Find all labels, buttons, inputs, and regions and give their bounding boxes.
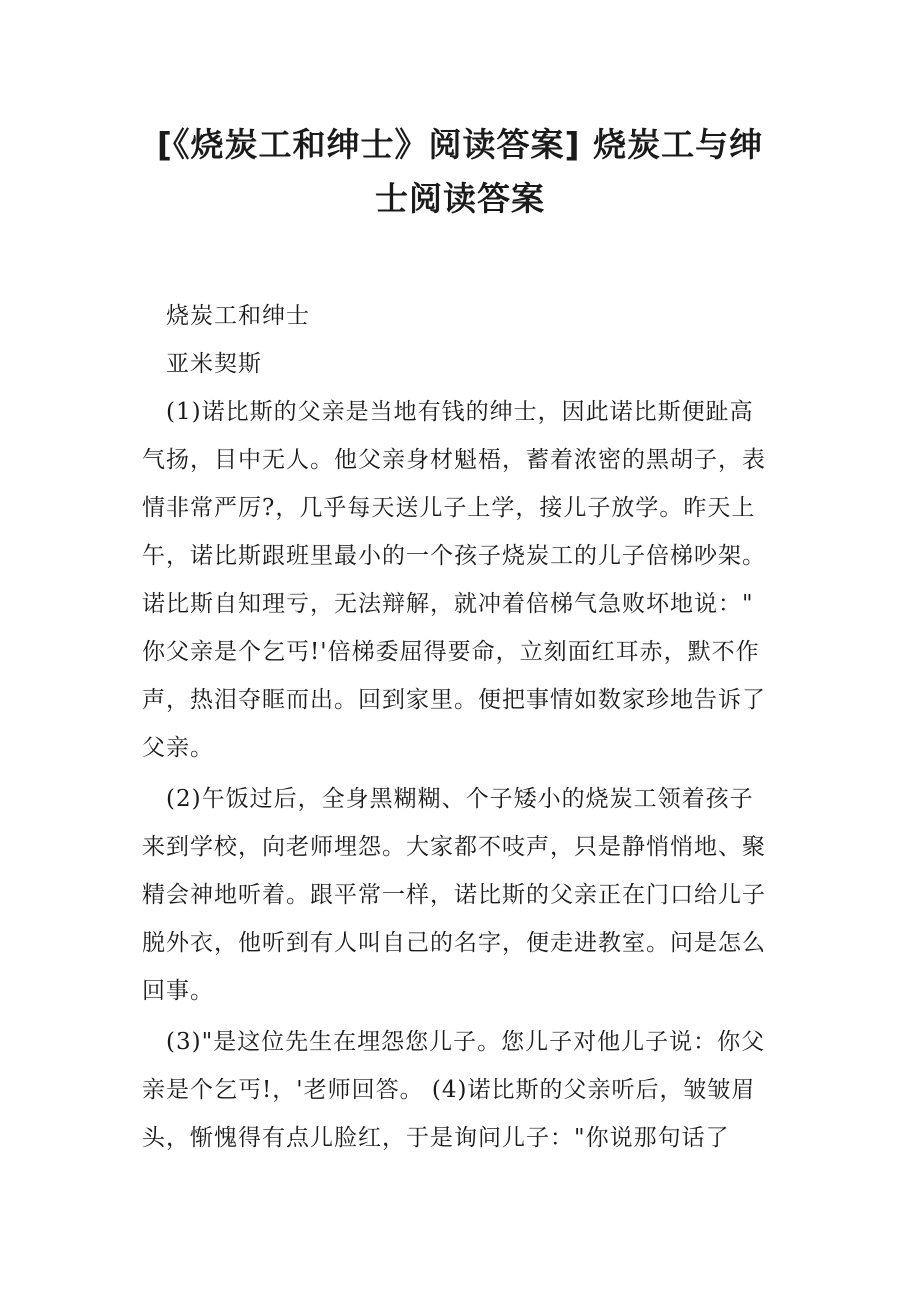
text-line: (2)午饭过后，全身黑糊糊、个子矮小的烧炭工领着孩子 [166, 786, 754, 812]
story-author: 亚米契斯 [166, 351, 262, 377]
text-line: 父亲。 [142, 735, 214, 761]
text-line: 来到学校，向老师埋怨。大家都不吱声，只是静悄悄地、聚 [142, 834, 766, 860]
text-line: 脱外衣，他听到有人叫自己的名字，便走进教室。问是怎么 [142, 930, 766, 956]
story-title: 烧炭工和绅士 [166, 303, 310, 329]
document-body [142, 292, 792, 1162]
text-line: 气扬，目中无人。他父亲身材魁梧，蓄着浓密的黑胡子，表 [142, 447, 766, 473]
text-line: 声，热泪夺眶而出。回到家里。便把事情如数家珍地告诉了 [142, 687, 766, 713]
paragraph-2 [142, 775, 792, 1015]
text-line: (1)诺比斯的父亲是当地有钱的绅士，因此诺比斯便趾高 [166, 399, 754, 425]
title-line: 士阅读答案 [375, 179, 545, 218]
text-line: 精会神地听着。跟平常一样，诺比斯的父亲正在门口给儿子 [142, 882, 766, 908]
text-line: 诺比斯自知理亏，无法辩解，就冲着倍梯气急败坏地说：" [142, 591, 754, 617]
paragraph-1 [142, 388, 792, 772]
document-title [130, 118, 790, 226]
text-line: (3)"是这位先生在埋怨您儿子。您儿子对他儿子说：你父 [166, 1029, 766, 1055]
text-line: 午，诺比斯跟班里最小的一个孩子烧炭工的儿子倍梯吵架。 [142, 543, 766, 569]
text-line: 你父亲是个乞丐!'倍梯委屈得要命，立刻面红耳赤，默不作 [142, 639, 760, 665]
text-line: 亲是个乞丐!，'老师回答。 (4)诺比斯的父亲听后，皱皱眉 [142, 1077, 756, 1103]
paragraph-3 [142, 1018, 792, 1162]
text-line: 回事。 [142, 978, 214, 1004]
text-line: 头，惭愧得有点儿脸红，于是询问儿子："你说那句话了 [142, 1125, 730, 1151]
title-line: [《烧炭工和绅士》阅读答案] 烧炭工与绅 [156, 125, 764, 164]
text-line: 情非常严厉?，几乎每天送儿子上学，接儿子放学。昨天上 [142, 495, 756, 521]
